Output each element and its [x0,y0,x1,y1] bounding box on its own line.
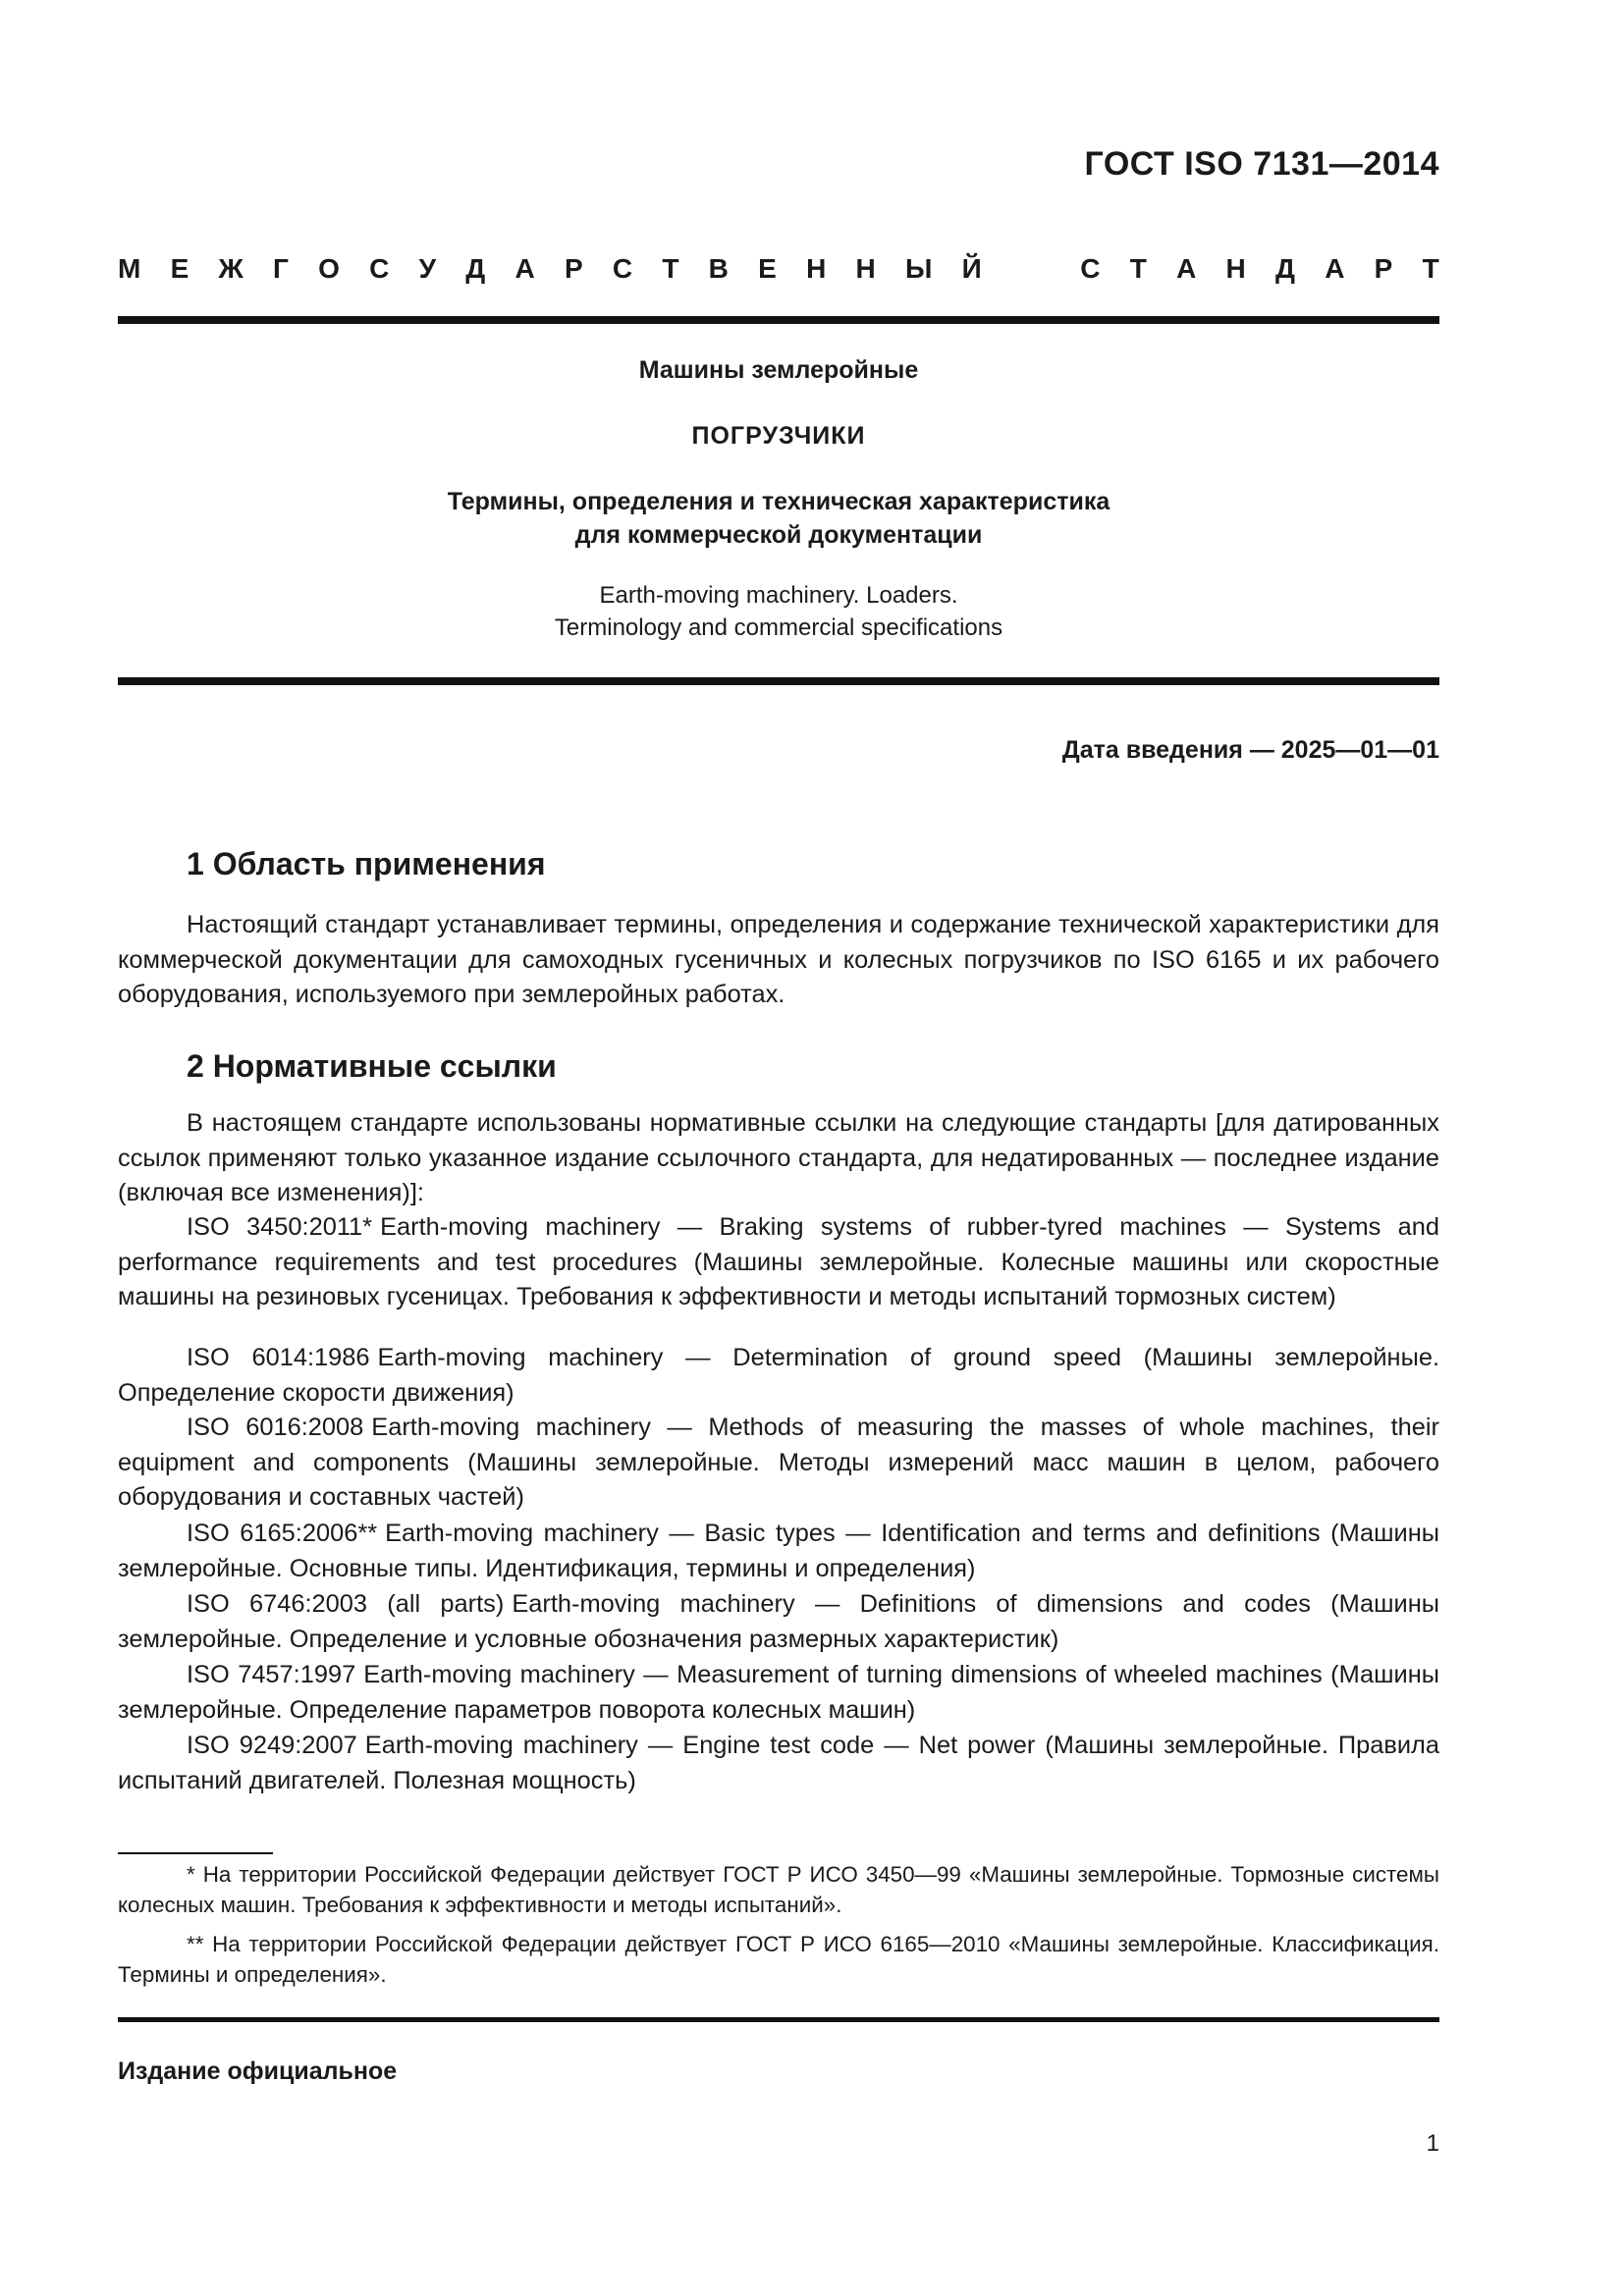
reference-text: Earth-moving machinery — Methods of measuring the masses of whole machines, their equipment and components (Машины землеройные. Методы измерений масс машин в целом, рабочего оборудования и составных частей) [118,1414,1439,1511]
title-main: Машины землеройные [638,356,919,384]
letter: Й [961,253,982,284]
section-2-heading: 2 Нормативные ссылки [187,1048,557,1084]
letter: А [1325,253,1345,284]
reference-item [118,1210,1439,1315]
reference-item [118,1729,1439,1798]
reference-item [118,1517,1439,1586]
section-1-text: Настоящий стандарт устанавливает термины, определения и содержание технической характеристики для коммерческой документации для самоходных гусеничных и колесных погрузчиков по ISO 6165 и их рабочего оборудования, используемого при землеройных работах. [118,911,1439,1008]
header-rule [118,316,1439,324]
letter: А [1176,253,1197,284]
title-description-line: для коммерческой документации [574,521,983,549]
letter: Д [465,253,486,284]
reference-code: ISO 7457:1997 [187,1661,356,1688]
letter: Т [662,253,679,284]
letter: Т [1422,253,1439,284]
letter: Н [1225,253,1246,284]
letter: Г [273,253,289,284]
letter: С [1080,253,1101,284]
reference-item [118,1341,1439,1411]
title-rule [118,677,1439,685]
title-english-line: Earth-moving machinery. Loaders. [599,582,958,609]
letter: О [318,253,340,284]
reference-code: ISO 6165:2006** [187,1520,378,1547]
footnote: * На территории Российской Федерации действует ГОСТ Р ИСО 3450—99 «Машины землеройные. Тормозные системы колесных машин. Требования к эффективности и методы испытаний». [118,1862,1439,1917]
letter: Р [1374,253,1393,284]
standard-type-heading [118,253,1439,285]
reference-item [118,1411,1439,1516]
title-sub: ПОГРУЗЧИКИ [691,422,866,450]
title-english-line: Terminology and commercial specifications [554,614,1003,641]
letter: У [418,253,437,284]
letter: С [369,253,390,284]
letter: Ы [905,253,933,284]
reference-code: ISO 6746:2003 (all parts) [187,1590,505,1618]
section-2-intro: В настоящем стандарте использованы нормативные ссылки на следующие стандарты [для датированных ссылок применяют только указанное издание ссылочного стандарта, для недатированных — последнее издание (включая все изменения)]: [118,1109,1439,1206]
reference-text: Earth-moving machinery — Determination of ground speed (Машины землеройные. Определение скорости движения) [118,1344,1439,1407]
reference-code: ISO 6016:2008 [187,1414,364,1441]
letter: Е [170,253,189,284]
letter: С [612,253,633,284]
footnote-separator [118,1852,273,1854]
letter: Р [564,253,583,284]
page-number: 1 [1426,2130,1439,2157]
title-description-line: Термины, определения и техническая характеристика [447,488,1110,515]
reference-text: Earth-moving machinery — Measurement of turning dimensions of wheeled machines (Машины землеройные. Определение параметров поворота колесных машин) [118,1661,1439,1724]
footnote: ** На территории Российской Федерации действует ГОСТ Р ИСО 6165—2010 «Машины землеройные. Классификация. Термины и определения». [118,1932,1439,1987]
title-english [118,579,1439,644]
reference-text: Earth-moving machinery — Engine test code — Net power (Машины землеройные. Правила испытаний двигателей. Полезная мощность) [118,1732,1439,1794]
introduction-date: Дата введения — 2025—01—01 [1061,736,1439,764]
letter: Т [1129,253,1147,284]
letter: Н [855,253,876,284]
letter: В [708,253,729,284]
letter: Н [806,253,827,284]
reference-text: Earth-moving machinery — Basic types — Identification and terms and definitions (Машины землеройные. Основные типы. Идентификация, термины и определения) [118,1520,1439,1582]
reference-item [118,1658,1439,1728]
reference-text: Earth-moving machinery — Definitions of dimensions and codes (Машины землеройные. Определение и условные обозначения размерных характеристик) [118,1590,1440,1653]
reference-item [118,1587,1439,1657]
footer-rule [118,2017,1439,2022]
letter: А [514,253,535,284]
section-1-heading: 1 Область применения [187,846,546,881]
gost-number: ГОСТ ISO 7131—2014 [1084,145,1439,183]
letter: М [118,253,141,284]
letter: Ж [218,253,244,284]
reference-code: ISO 9249:2007 [187,1732,357,1759]
reference-text: Earth-moving machinery — Braking systems of rubber-tyred machines — Systems and performance requirements and test procedures (Машины землеройные. Колесные машины или скоростные машины на резиновых гусеницах. Требования к эффективности и методы испытаний тормозных систем) [118,1213,1439,1310]
word-gap [1011,253,1051,285]
letter: Е [758,253,777,284]
reference-code: ISO 6014:1986 [187,1344,370,1371]
official-edition-label: Издание официальное [118,2057,398,2085]
reference-code: ISO 3450:2011* [187,1213,373,1241]
letter: Д [1275,253,1295,284]
title-description [118,485,1439,552]
